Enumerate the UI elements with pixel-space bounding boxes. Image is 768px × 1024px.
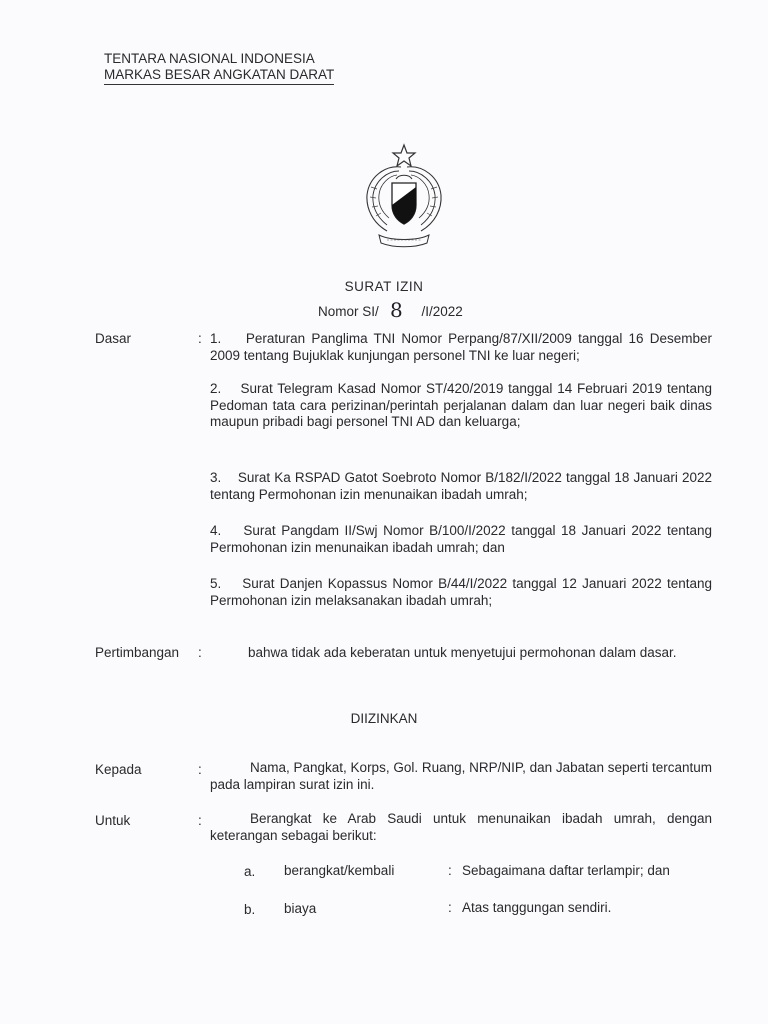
dasar-item-text: Peraturan Panglima TNI Nomor Perpang/87/XII/2009 tanggal 16 Desember 2009 tentang Bujuklak kunjungan personel TNI ke luar negeri; — [210, 331, 712, 363]
tni-ad-emblem — [363, 143, 445, 251]
dasar-item-4 — [210, 523, 712, 556]
dasar-item-5 — [210, 576, 712, 609]
pertimbangan-text: bahwa tidak ada keberatan untuk menyetujui permohonan dalam dasar. — [248, 645, 677, 660]
diizinkan-heading: DIIZINKAN — [350, 711, 418, 726]
untuk-label: Untuk — [95, 813, 131, 828]
untuk-text: Berangkat ke Arab Saudi untuk menunaikan ibadah umrah, dengan keterangan sebagai berikut: — [210, 811, 712, 843]
letterhead-line-2: MARKAS BESAR ANGKATAN DARAT — [104, 67, 334, 85]
untuk-subitem-letter: a. — [244, 864, 256, 879]
dasar-label: Dasar — [95, 331, 132, 346]
untuk-colon: : — [198, 813, 202, 828]
number-prefix: Nomor SI/ — [318, 304, 379, 319]
dasar-item-text: Surat Ka RSPAD Gatot Soebroto Nomor B/182/I/2022 tanggal 18 Januari 2022 tentang Permohonan izin menunaikan ibadah umrah; — [210, 470, 712, 502]
untuk-subitem-value: Sebagaimana daftar terlampir; dan — [462, 863, 670, 878]
kepada-colon: : — [198, 762, 202, 777]
dasar-item-2 — [210, 381, 712, 431]
dasar-item-text: Surat Telegram Kasad Nomor ST/420/2019 tanggal 14 Februari 2019 tentang Pedoman tata cara perizinan/perintah perjalanan dalam dan luar negeri baik dinas maupun pribadi bagi personel TNI AD dan keluarga; — [210, 381, 712, 429]
letterhead — [104, 51, 334, 85]
untuk-subitem-value: Atas tanggungan sendiri. — [462, 900, 612, 915]
kepada-label: Kepada — [95, 762, 142, 777]
untuk-subitem-letter: b. — [244, 902, 256, 917]
letterhead-line-1: TENTARA NASIONAL INDONESIA — [104, 51, 315, 66]
number-handwritten: 8 — [390, 298, 403, 322]
dasar-item-number: 2. — [210, 381, 222, 396]
untuk-subitem-colon: : — [448, 900, 452, 915]
document-number — [318, 297, 463, 321]
dasar-item-number: 3. — [210, 470, 222, 485]
pertimbangan-colon: : — [198, 645, 202, 660]
number-suffix: /I/2022 — [421, 304, 463, 319]
document-title: SURAT IZIN — [344, 279, 424, 294]
untuk-subitem-colon: : — [448, 863, 452, 878]
dasar-item-text: Surat Danjen Kopassus Nomor B/44/I/2022 tanggal 12 Januari 2022 tentang Permohonan izin melaksanakan ibadah umrah; — [210, 576, 712, 608]
untuk-subitem-name: biaya — [284, 901, 317, 916]
pertimbangan-label: Pertimbangan — [95, 645, 180, 660]
dasar-item-3 — [210, 470, 712, 503]
dasar-item-text: Surat Pangdam II/Swj Nomor B/100/I/2022 tanggal 18 Januari 2022 tentang Permohonan izin menunaikan ibadah umrah; dan — [210, 523, 712, 555]
dasar-item-number: 1. — [210, 331, 222, 346]
kepada-text: Nama, Pangkat, Korps, Gol. Ruang, NRP/NIP, dan Jabatan seperti tercantum pada lampiran surat izin ini. — [210, 760, 712, 792]
dasar-item-number: 4. — [210, 523, 222, 538]
untuk-subitem-name: berangkat/kembali — [284, 863, 395, 878]
dasar-item-number: 5. — [210, 576, 222, 591]
dasar-colon: : — [198, 331, 202, 346]
dasar-item-1 — [210, 331, 712, 364]
